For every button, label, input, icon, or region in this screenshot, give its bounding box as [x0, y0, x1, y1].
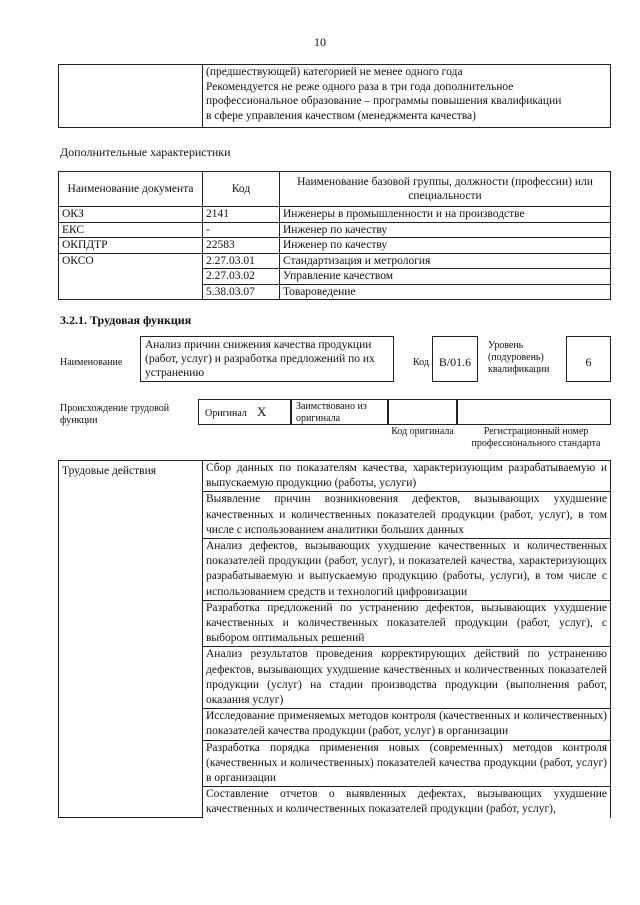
- name-cell: Инженер по качеству: [280, 222, 611, 238]
- code-cell: 22583: [203, 238, 280, 254]
- page-number: 10: [314, 35, 326, 49]
- header-code: Код: [203, 172, 280, 207]
- original-label: Оригинал: [205, 408, 247, 419]
- requirement-line: (предшествующей) категорией не менее одного года: [206, 66, 463, 78]
- table-row: [59, 222, 611, 238]
- labor-action-item: Анализ результатов проведения корректирующих действий по устранению дефектов, вызывающих ухудшение качественных и количественных показателей продукции (услуг) на стадии производства продукции (выполнения работ, оказания услуг): [203, 647, 611, 709]
- labor-action-item: Выявление причин возникновения дефектов, вызывающих ухудшение качественных и количественных показателей продукции (работ, услуг), в том числе с использованием аналитики больших данных: [203, 492, 611, 539]
- labor-action-item: Исследование применяемых методов контроля (качественных и количественных) показателей качества продукции (работ, услуг) в организации: [203, 709, 611, 740]
- original-box: [198, 399, 291, 425]
- name-cell: Инженер по качеству: [280, 238, 611, 254]
- labor-actions-label: Трудовые действия: [59, 461, 203, 818]
- table-row: [59, 238, 611, 254]
- code-original-label: Код оригинала: [391, 426, 454, 437]
- name-label: Наименование: [60, 357, 123, 368]
- function-name-box: Анализ причин снижения качества продукции (работ, услуг) и разработка предложений по их устранению: [140, 336, 394, 382]
- code-cell: 5.38.03.07: [203, 284, 280, 300]
- header-doc: Наименование документа: [59, 172, 203, 207]
- doc-cell: ОКСО: [59, 253, 203, 300]
- code-cell: 2.27.03.01: [203, 253, 280, 269]
- code-label: Код: [413, 357, 429, 368]
- requirements-cell: [203, 65, 611, 128]
- labor-action-item: Анализ дефектов, вызывающих ухудшение качественных и количественных показателей продукции (работ, услуг), и показателей качества, характеризующих разрабатываемую и выпускаемую продукцию (работы, услуги), в том числе с использованием средств и технологий цифровизации: [203, 539, 611, 601]
- table-row: [59, 253, 611, 269]
- labor-action-item: Разработка порядка применения новых (современных) методов контроля (качественных и количественных) показателей качества продукции (работ, услуг) в организации: [203, 740, 611, 787]
- code-cell: -: [203, 222, 280, 238]
- table-row: [59, 207, 611, 223]
- requirement-line: в сфере управления качеством (менеджмента качества): [206, 109, 476, 122]
- code-cell: 2141: [203, 207, 280, 223]
- section-heading: 3.2.1. Трудовая функция: [60, 313, 192, 327]
- doc-cell: ОКПДТР: [59, 238, 203, 254]
- requirement-line: профессиональное образование – программы повышения квалификации: [206, 95, 562, 107]
- name-cell: Стандартизация и метрология: [280, 253, 611, 269]
- top-continuation-table: [58, 64, 611, 128]
- level-label: Уровень (подуровень) квалификации: [488, 340, 550, 375]
- function-code-box: B/01.6: [432, 336, 478, 382]
- name-cell: Товароведение: [280, 284, 611, 300]
- header-name: Наименование базовой группы, должности (профессии) или специальности: [280, 172, 611, 207]
- requirement-line: Рекомендуется не реже одного раза в три года дополнительное: [206, 80, 514, 93]
- additional-characteristics-table: [58, 171, 611, 300]
- name-cell: Управление качеством: [280, 269, 611, 285]
- labor-actions-table: [58, 460, 611, 818]
- reg-number-box: [457, 399, 611, 425]
- labor-action-item: Разработка предложений по устранению дефектов, вызывающих ухудшение качественных и количественных показателей продукции (работ, услуг), с выбором оптимальных решений: [203, 600, 611, 647]
- code-original-box: [388, 399, 457, 425]
- reg-number-label: Регистрационный номер профессионального стандарта: [471, 426, 601, 449]
- doc-cell: ЕКС: [59, 222, 203, 238]
- borrowed-box: Заимствовано из оригинала: [291, 399, 388, 425]
- doc-cell: ОКЗ: [59, 207, 203, 223]
- empty-cell: [59, 65, 203, 128]
- labor-action-item: Составление отчетов о выявленных дефектах, вызывающих ухудшение качественных и количественных показателей продукции (работ, услуг),: [203, 787, 611, 818]
- level-box: 6: [566, 336, 611, 382]
- original-mark: X: [257, 404, 267, 419]
- code-cell: 2.27.03.02: [203, 269, 280, 285]
- labor-action-item: Сбор данных по показателям качества, характеризующим разрабатываемую и выпускаемую продукцию (работы, услуги): [203, 461, 611, 492]
- name-cell: Инженеры в промышленности и на производстве: [280, 207, 611, 223]
- additional-characteristics-title: Дополнительные характеристики: [60, 145, 231, 159]
- origin-label: Происхождение трудовой функции: [60, 403, 170, 426]
